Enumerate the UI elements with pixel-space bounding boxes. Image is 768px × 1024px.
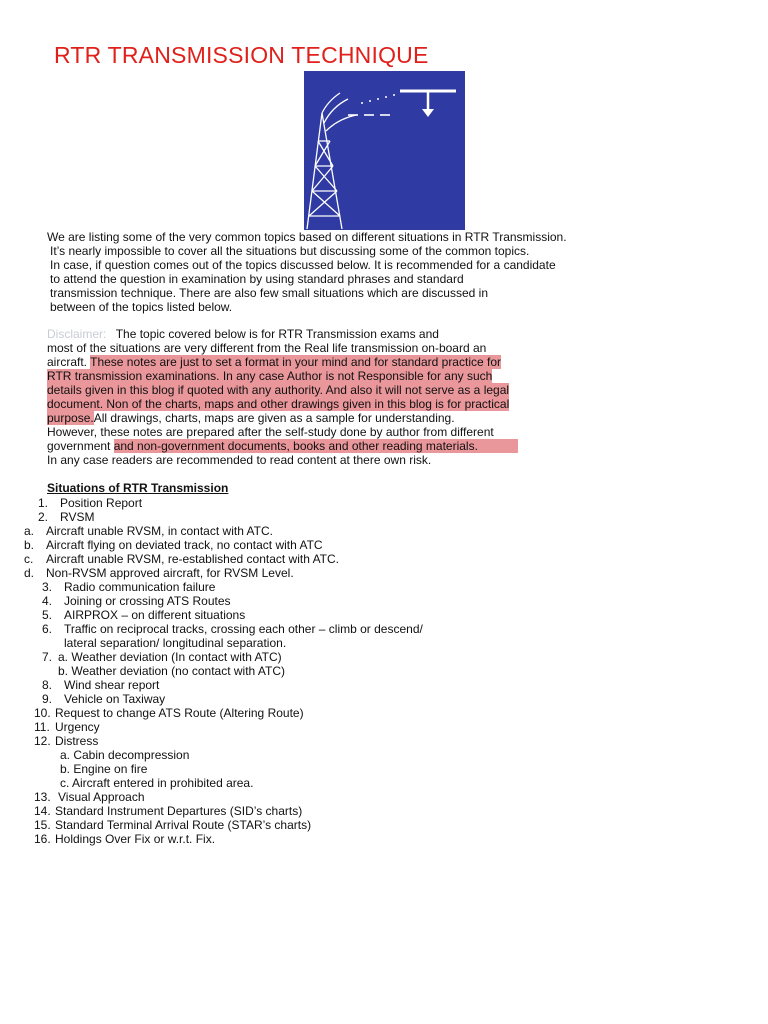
list-item xyxy=(34,734,98,748)
list-marker: 4. xyxy=(42,594,53,608)
list-item-text: Distress xyxy=(55,734,99,748)
list-marker: 13. xyxy=(34,790,51,804)
highlighted-text: quoted with any authority. And also it will not serve as a legal xyxy=(183,383,510,397)
list-marker: 2. xyxy=(38,510,49,524)
list-item-text: Joining or crossing ATS Routes xyxy=(64,594,231,608)
list-item xyxy=(60,748,189,762)
highlighted-text: document. xyxy=(47,397,104,411)
list-item xyxy=(34,790,145,804)
list-marker: 6. xyxy=(42,622,53,636)
list-item-text: Aircraft unable RVSM, re-established contact with ATC. xyxy=(46,552,340,566)
list-item-text: b. Weather deviation (no contact with ATC) xyxy=(58,664,285,678)
list-item xyxy=(38,496,142,510)
disclaimer-line xyxy=(47,411,455,425)
list-item xyxy=(34,818,311,832)
highlighted-text: purpose. xyxy=(47,411,94,425)
list-marker: 9. xyxy=(42,692,53,706)
list-item xyxy=(34,720,100,734)
disclaimer-line xyxy=(47,383,509,397)
list-item-text: Traffic on reciprocal tracks, crossing each other – climb or descend/ xyxy=(64,622,423,636)
list-item xyxy=(42,622,423,636)
disclaimer-line xyxy=(47,355,501,369)
highlighted-text: These notes are just to set a format in your mind and for standard practice for xyxy=(90,355,501,369)
list-item xyxy=(42,594,231,608)
list-item-text: Radio communication failure xyxy=(64,580,216,594)
situations-heading: Situations of RTR Transmission xyxy=(47,481,229,495)
intro-line: transmission technique. There are also few small situations which are discussed in xyxy=(50,286,488,300)
list-item-text: Aircraft flying on deviated track, no contact with ATC xyxy=(46,538,323,552)
highlighted-text: details given in this blog if xyxy=(47,383,184,397)
intro-line: In case, if question comes out of the topics discussed below. It is recommended for a candidate xyxy=(50,258,556,272)
list-marker: 15. xyxy=(34,818,51,832)
list-marker: a. xyxy=(24,524,35,538)
list-marker: 12. xyxy=(34,734,51,748)
list-item xyxy=(34,832,215,846)
list-item-text: c. Aircraft entered in prohibited area. xyxy=(60,776,254,790)
list-item-text: Non-RVSM approved aircraft, for RVSM Level. xyxy=(46,566,294,580)
disclaimer-label: Disclaimer: xyxy=(47,327,107,341)
list-item-text: Vehicle on Taxiway xyxy=(64,692,166,706)
list-item xyxy=(42,678,159,692)
intro-line: It’s nearly impossible to cover all the situations but discussing some of the common topics. xyxy=(50,244,530,258)
list-item-text: b. Engine on fire xyxy=(60,762,148,776)
list-item xyxy=(24,552,339,566)
disclaimer-text: aircraft. xyxy=(47,355,91,369)
list-item-text: Urgency xyxy=(55,720,100,734)
list-item-text: Aircraft unable RVSM, in contact with ATC. xyxy=(46,524,273,538)
list-marker: 14. xyxy=(34,804,51,818)
list-item-text: AIRPROX – on different situations xyxy=(64,608,246,622)
list-item-text: Holdings Over Fix or w.r.t. Fix. xyxy=(55,832,216,846)
list-item xyxy=(42,580,215,594)
list-item-text: Visual Approach xyxy=(58,790,145,804)
list-marker: b. xyxy=(24,538,35,552)
highlighted-text: and non-government documents, books and other reading materials. xyxy=(114,439,518,453)
list-item-text: Standard Instrument Departures (SID’s charts) xyxy=(55,804,303,818)
list-item-text: Position Report xyxy=(60,496,143,510)
list-item-text: Wind shear report xyxy=(64,678,160,692)
list-item xyxy=(42,608,245,622)
list-item-text: lateral separation/ longitudinal separation. xyxy=(64,636,287,650)
list-marker: 11. xyxy=(34,720,50,734)
list-item xyxy=(42,636,286,650)
list-item xyxy=(24,566,294,580)
list-item xyxy=(60,776,253,790)
list-marker: 7. xyxy=(42,650,53,664)
disclaimer-line: However, these notes are prepared after the self-study done by author from different xyxy=(47,425,494,439)
list-marker: 16. xyxy=(34,832,51,846)
list-marker: d. xyxy=(24,566,35,580)
list-item-text: a. Weather deviation (In contact with ATC) xyxy=(58,650,282,664)
highlighted-text: Non of the charts, maps and other drawings given in this blog is for practical xyxy=(103,397,510,411)
list-item xyxy=(42,650,282,664)
list-item xyxy=(34,706,304,720)
list-item-text: Standard Terminal Arrival Route (STAR’s charts) xyxy=(55,818,312,832)
disclaimer-line xyxy=(47,397,509,411)
list-item xyxy=(42,692,165,706)
list-item xyxy=(60,762,147,776)
disclaimer-line xyxy=(47,327,439,341)
disclaimer-line xyxy=(47,439,518,453)
intro-line: We are listing some of the very common topics based on different situations in RTR Transmission. xyxy=(47,230,567,244)
list-item-text: a. Cabin decompression xyxy=(60,748,190,762)
page-title: RTR TRANSMISSION TECHNIQUE xyxy=(54,42,429,68)
disclaimer-text: government xyxy=(47,439,114,453)
disclaimer-line: most of the situations are very different from the Real life transmission on-board an xyxy=(47,341,487,355)
list-item-text: Request to change ATS Route (Altering Route) xyxy=(55,706,304,720)
list-item xyxy=(24,538,323,552)
disclaimer-line: In any case readers are recommended to read content at there own risk. xyxy=(47,453,432,467)
list-item xyxy=(38,510,94,524)
disclaimer-text: The topic covered below is for RTR Transmission exams and xyxy=(115,327,439,341)
highlighted-text: RTR transmission examinations. In any case Author is not Responsible for any such xyxy=(47,369,493,383)
list-marker: 8. xyxy=(42,678,53,692)
list-item-text: RVSM xyxy=(60,510,95,524)
list-item xyxy=(42,664,285,678)
intro-line: between of the topics listed below. xyxy=(50,300,233,314)
list-item xyxy=(34,804,302,818)
list-marker: c. xyxy=(24,552,34,566)
list-marker: 3. xyxy=(42,580,53,594)
list-item xyxy=(24,524,273,538)
list-marker: 10. xyxy=(34,706,51,720)
radio-tower-aircraft-illustration xyxy=(304,71,465,230)
list-marker: 5. xyxy=(42,608,53,622)
list-marker: 1. xyxy=(38,496,49,510)
disclaimer-text: All drawings, charts, maps are given as a sample for understanding. xyxy=(93,411,455,425)
intro-line: to attend the question in examination by using standard phrases and standard xyxy=(50,272,464,286)
